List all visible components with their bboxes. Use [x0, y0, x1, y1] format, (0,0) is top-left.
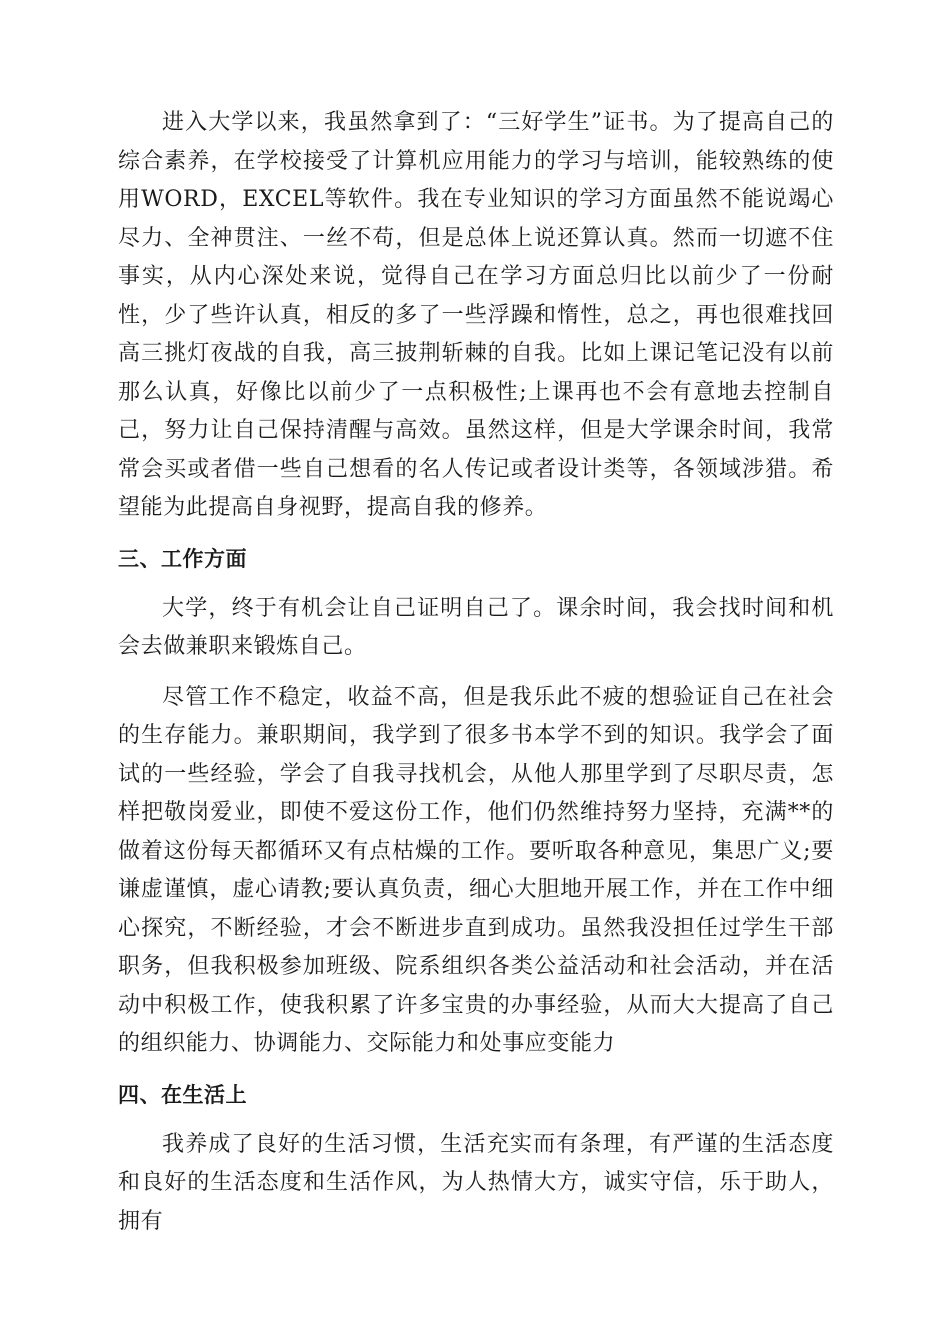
- document-page: [118, 104, 834, 1241]
- work-detail-paragraph: 尽管工作不稳定，收益不高，但是我乐此不疲的想验证自己在社会的生存能力。兼职期间，我学到了很多书本学不到的知识。我学会了面试的一些经验，学会了自我寻找机会，从他人那里学到了尽职尽责，怎样把敬岗爱业，即使不爱这份工作，他们仍然维持努力坚持，充满**的做着这份每天都循环又有点枯燥的工作。要听取各种意见，集思广义;要谦虚谨慎，虚心请教;要认真负责，细心大胆地开展工作，并在工作中细心探究，不断经验，才会不断进步直到成功。虽然我没担任过学生干部职务，但我积极参加班级、院系组织各类公益活动和社会活动，并在活动中积极工作，使我积累了许多宝贵的办事经验，从而大大提高了自己的组织能力、协调能力、交际能力和处事应变能力: [118, 684, 834, 1056]
- life-paragraph: 我养成了良好的生活习惯，生活充实而有条理，有严谨的生活态度和良好的生活态度和生活作风，为人热情大方，诚实守信，乐于助人，拥有: [118, 1131, 834, 1234]
- section-heading-work: 三、工作方面: [118, 546, 247, 571]
- section-heading-life: 四、在生活上: [118, 1082, 247, 1107]
- study-paragraph: 进入大学以来，我虽然拿到了：“三好学生”证书。为了提高自己的综合素养，在学校接受了计算机应用能力的学习与培训，能较熟练的使用WORD，EXCEL等软件。我在专业知识的学习方面虽然不能说竭心尽力、全神贯注、一丝不苟，但是总体上说还算认真。然而一切遮不住事实，从内心深处来说，觉得自己在学习方面总归比以前少了一份耐性，少了些许认真，相反的多了一些浮躁和惰性，总之，再也很难找回高三挑灯夜战的自我，高三披荆斩棘的自我。比如上课记笔记没有以前那么认真，好像比以前少了一点积极性;上课再也不会有意地去控制自己，努力让自己保持清醒与高效。虽然这样，但是大学课余时间，我常常会买或者借一些自己想看的名人传记或者设计类等，各领域涉猎。希望能为此提高自身视野，提高自我的修养。: [118, 110, 834, 520]
- work-intro-paragraph: 大学，终于有机会让自己证明自己了。课余时间，我会找时间和机会去做兼职来锻炼自己。: [118, 595, 834, 659]
